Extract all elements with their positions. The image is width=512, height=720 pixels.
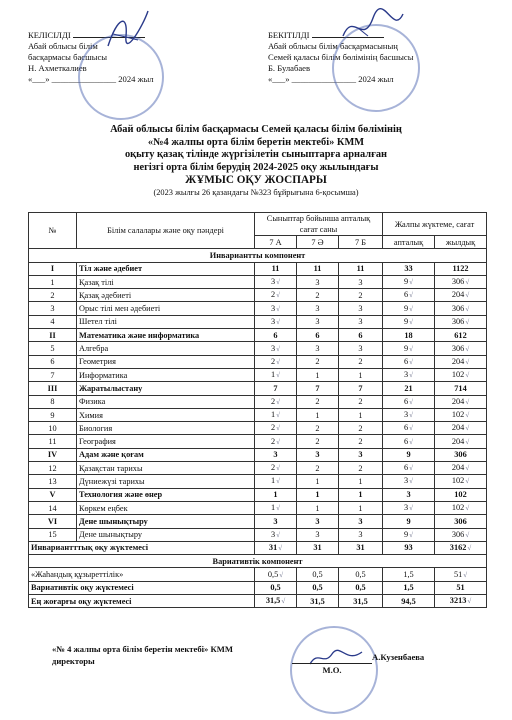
- total-label: Ең жоғарғы оқу жүктемесі: [29, 595, 255, 608]
- signature-right: [338, 6, 408, 50]
- approval-heading: КЕЛІСІЛДІ: [28, 30, 154, 41]
- section-invariant: Инвариантты компонент: [29, 249, 487, 262]
- hours-yearly: 612: [435, 329, 487, 342]
- title-line: оқыту қазақ тілінде жүргізілетін сыныптарға арналған: [124, 149, 388, 161]
- hours-7b: 1: [339, 408, 383, 421]
- approval-line: Семей қаласы білім бөлімінің басшысы: [268, 52, 414, 62]
- hours-yearly: 102√: [435, 475, 487, 488]
- hours-7a: 1√: [255, 475, 297, 488]
- check-mark-icon: √: [465, 530, 470, 539]
- hours-7ae: 3: [297, 275, 339, 288]
- hours-7a: 31√: [255, 541, 297, 554]
- section-variative: Вариативтік компонент: [29, 555, 487, 568]
- check-mark-icon: √: [276, 357, 280, 366]
- hours-7ae: 2: [297, 462, 339, 475]
- signature-left: [98, 6, 158, 56]
- check-mark-icon: √: [409, 530, 414, 539]
- approval-signer: Н. Ахметкалиев: [28, 63, 87, 73]
- subject-row: [29, 355, 487, 368]
- hours-7ae: 3: [297, 302, 339, 315]
- hours-weekly: 3√: [383, 368, 435, 381]
- hours-7ae: 2: [297, 355, 339, 368]
- hours-yearly: 204√: [435, 395, 487, 408]
- hours-7ae: 3: [297, 315, 339, 328]
- hours-7b: 3: [339, 342, 383, 355]
- hours-7b: 2: [339, 435, 383, 448]
- section-row: [29, 329, 487, 342]
- subject-name: Технология және өнер: [77, 488, 255, 501]
- row-number: 10: [29, 422, 77, 435]
- hours-7ae: 3: [297, 528, 339, 541]
- check-mark-icon: √: [465, 504, 470, 513]
- subject-name: Дене шынықтыру: [77, 515, 255, 528]
- subject-name: Қазақ әдебиеті: [77, 289, 255, 302]
- hours-weekly: 3: [383, 488, 435, 501]
- row-number: II: [29, 329, 77, 342]
- check-mark-icon: √: [465, 397, 470, 406]
- header-number: №: [29, 213, 77, 249]
- check-mark-icon: √: [409, 344, 414, 353]
- check-mark-icon: √: [465, 437, 470, 446]
- section-row: [29, 382, 487, 395]
- check-mark-icon: √: [281, 597, 286, 606]
- subject-row: [29, 435, 487, 448]
- row-number: 14: [29, 501, 77, 514]
- check-mark-icon: √: [278, 543, 283, 552]
- row-number: IV: [29, 448, 77, 461]
- subject-row: [29, 408, 487, 421]
- hours-7b: 2: [339, 395, 383, 408]
- hours-7b: 3: [339, 315, 383, 328]
- hours-7ae: 1: [297, 488, 339, 501]
- row-number: 2: [29, 289, 77, 302]
- approval-date: «___» _______________ 2024 жыл: [28, 74, 154, 84]
- hours-yearly: 306: [435, 448, 487, 461]
- variative-subject-row: [29, 568, 487, 581]
- subject-name: Физика: [77, 395, 255, 408]
- check-mark-icon: √: [463, 570, 468, 579]
- hours-yearly: 204√: [435, 289, 487, 302]
- hours-weekly: 6√: [383, 289, 435, 302]
- hours-weekly: 1,5: [383, 568, 435, 581]
- hours-weekly: 33: [383, 262, 435, 275]
- total-label: Инвариантттық оқу жүктемесі: [29, 541, 255, 554]
- hours-7ae: 3: [297, 448, 339, 461]
- hours-yearly: 51√: [435, 568, 487, 581]
- row-number: 15: [29, 528, 77, 541]
- hours-weekly: 94,5: [383, 595, 435, 608]
- total-label: «Жаһандық құзыреттілік»: [29, 568, 255, 581]
- header-weekly: апталық: [383, 236, 435, 249]
- hours-7a: 31,5√: [255, 595, 297, 608]
- hours-weekly: 9: [383, 448, 435, 461]
- hours-yearly: 1122: [435, 262, 487, 275]
- title-line: «№4 жалпы орта білім беретін мектебі» КММ: [147, 136, 365, 148]
- hours-yearly: 714: [435, 382, 487, 395]
- check-mark-icon: √: [276, 464, 280, 473]
- hours-weekly: 3√: [383, 408, 435, 421]
- hours-7a: 3√: [255, 315, 297, 328]
- subject-name: Биология: [77, 422, 255, 435]
- subject-row: [29, 275, 487, 288]
- hours-7ae: 2: [297, 289, 339, 302]
- hours-7b: 31: [339, 541, 383, 554]
- hours-weekly: 6√: [383, 422, 435, 435]
- hours-yearly: 51: [435, 581, 487, 594]
- max-total-row: [29, 595, 487, 608]
- check-mark-icon: √: [465, 357, 470, 366]
- hours-yearly: 3213√: [435, 595, 487, 608]
- hours-7b: 0,5: [339, 568, 383, 581]
- hours-7a: 3: [255, 448, 297, 461]
- check-mark-icon: √: [276, 437, 280, 446]
- hours-7ae: 31: [297, 541, 339, 554]
- hours-yearly: 306√: [435, 275, 487, 288]
- hours-weekly: 93: [383, 541, 435, 554]
- hours-yearly: 306√: [435, 315, 487, 328]
- check-mark-icon: √: [276, 397, 280, 406]
- subject-row: [29, 368, 487, 381]
- check-mark-icon: √: [409, 504, 414, 513]
- hours-7a: 3√: [255, 528, 297, 541]
- check-mark-icon: √: [276, 411, 280, 419]
- header-total-load: Жалпы жүктеме, сағат: [383, 213, 487, 236]
- hours-yearly: 306√: [435, 528, 487, 541]
- hours-weekly: 1,5: [383, 581, 435, 594]
- footer-director-name: А.Кузенбаева: [372, 652, 425, 662]
- row-number: 12: [29, 462, 77, 475]
- hours-7ae: 2: [297, 422, 339, 435]
- section-row: [29, 488, 487, 501]
- hours-weekly: 6√: [383, 435, 435, 448]
- header-weekly-hours: Сыныптар бойынша апталық сағат саны: [255, 213, 383, 236]
- hours-weekly: 6√: [383, 395, 435, 408]
- hours-7ae: 3: [297, 342, 339, 355]
- approval-line: басқармасы басшысы: [28, 52, 108, 62]
- footer-seal-place: М.О.: [292, 663, 372, 675]
- row-number: 8: [29, 395, 77, 408]
- row-number: 6: [29, 355, 77, 368]
- section-row: [29, 515, 487, 528]
- subject-name: Көркем еңбек: [77, 501, 255, 514]
- hours-7a: 3: [255, 515, 297, 528]
- check-mark-icon: √: [465, 344, 470, 353]
- hours-weekly: 9: [383, 515, 435, 528]
- title-line: Абай облысы білім басқармасы Семей қаласы білім бөлімінің: [110, 124, 402, 135]
- row-number: 1: [29, 275, 77, 288]
- check-mark-icon: √: [465, 278, 470, 287]
- header-yearly: жылдық: [435, 236, 487, 249]
- check-mark-icon: √: [409, 477, 414, 486]
- hours-weekly: 9√: [383, 342, 435, 355]
- hours-7b: 0,5: [339, 581, 383, 594]
- row-number: III: [29, 382, 77, 395]
- hours-7b: 3: [339, 275, 383, 288]
- subject-row: [29, 528, 487, 541]
- hours-7ae: 11: [297, 262, 339, 275]
- hours-yearly: 204√: [435, 355, 487, 368]
- hours-7a: 1√: [255, 501, 297, 514]
- hours-7a: 3√: [255, 342, 297, 355]
- total-label: Вариативтік оқу жүктемесі: [29, 581, 255, 594]
- subject-name: Геометрия: [77, 355, 255, 368]
- subject-name: Дене шынықтыру: [77, 528, 255, 541]
- subject-row: [29, 501, 487, 514]
- hours-yearly: 204√: [435, 422, 487, 435]
- hours-7b: 1: [339, 368, 383, 381]
- row-number: 13: [29, 475, 77, 488]
- hours-7ae: 6: [297, 329, 339, 342]
- hours-7b: 31,5: [339, 595, 383, 608]
- row-number: V: [29, 488, 77, 501]
- hours-7a: 2√: [255, 422, 297, 435]
- hours-7b: 2: [339, 422, 383, 435]
- hours-7b: 3: [339, 302, 383, 315]
- check-mark-icon: √: [409, 357, 414, 366]
- check-mark-icon: √: [276, 371, 280, 380]
- title-main: ЖҰМЫС ОҚУ ЖОСПАРЫ: [185, 174, 327, 187]
- variative-total-row: [29, 581, 487, 594]
- hours-weekly: 3√: [383, 475, 435, 488]
- hours-7a: 1√: [255, 408, 297, 421]
- approval-signer: Б. Булабаев: [268, 63, 311, 73]
- subject-name: Дүниежүзі тарихы: [77, 475, 255, 488]
- subject-row: [29, 395, 487, 408]
- subject-name: Информатика: [77, 368, 255, 381]
- hours-7a: 1√: [255, 368, 297, 381]
- subject-row: [29, 422, 487, 435]
- invariant-total-row: [29, 541, 487, 554]
- hours-7a: 2√: [255, 462, 297, 475]
- hours-7a: 0,5√: [255, 568, 297, 581]
- check-mark-icon: √: [409, 464, 414, 473]
- subject-row: [29, 289, 487, 302]
- subject-name: Жаратылыстану: [77, 382, 255, 395]
- subject-row: [29, 302, 487, 315]
- check-mark-icon: √: [276, 291, 280, 300]
- hours-weekly: 9√: [383, 315, 435, 328]
- subject-name: Қазақстан тарихы: [77, 462, 255, 475]
- hours-yearly: 306√: [435, 302, 487, 315]
- row-number: VI: [29, 515, 77, 528]
- curriculum-table: [28, 212, 487, 608]
- hours-7ae: 1: [297, 408, 339, 421]
- header-subjects: Білім салалары және оқу пәндері: [77, 213, 255, 249]
- header-class-7ae: 7 Ә: [297, 236, 339, 249]
- hours-7a: 11: [255, 262, 297, 275]
- check-mark-icon: √: [409, 411, 414, 419]
- row-number: I: [29, 262, 77, 275]
- check-mark-icon: √: [465, 317, 470, 326]
- hours-7ae: 0,5: [297, 568, 339, 581]
- check-mark-icon: √: [409, 397, 414, 406]
- check-mark-icon: √: [279, 570, 284, 579]
- hours-7b: 11: [339, 262, 383, 275]
- subject-name: Адам және қоғам: [77, 448, 255, 461]
- header-class-7a: 7 А: [255, 236, 297, 249]
- check-mark-icon: √: [409, 304, 414, 313]
- hours-weekly: 21: [383, 382, 435, 395]
- hours-7b: 2: [339, 289, 383, 302]
- approval-date: «___» _______________ 2024 жыл: [268, 74, 394, 84]
- row-number: 3: [29, 302, 77, 315]
- hours-7b: 2: [339, 462, 383, 475]
- hours-yearly: 204√: [435, 435, 487, 448]
- hours-7a: 3√: [255, 302, 297, 315]
- hours-yearly: 102√: [435, 408, 487, 421]
- hours-7b: 3: [339, 448, 383, 461]
- check-mark-icon: √: [276, 278, 280, 287]
- hours-7b: 3: [339, 515, 383, 528]
- row-number: 11: [29, 435, 77, 448]
- hours-7ae: 1: [297, 501, 339, 514]
- hours-7b: 6: [339, 329, 383, 342]
- approval-heading: БЕКІТІЛДІ: [268, 30, 413, 41]
- check-mark-icon: √: [465, 304, 470, 313]
- document-title: [0, 124, 512, 200]
- subject-name: Химия: [77, 408, 255, 421]
- hours-7b: 3: [339, 528, 383, 541]
- hours-weekly: 6√: [383, 462, 435, 475]
- approval-line: Абай облысы білім басқармасының: [268, 41, 398, 51]
- hours-yearly: 306√: [435, 342, 487, 355]
- row-number: 9: [29, 408, 77, 421]
- hours-7b: 1: [339, 475, 383, 488]
- check-mark-icon: √: [276, 477, 280, 486]
- footer-director: [52, 643, 233, 667]
- check-mark-icon: √: [465, 464, 470, 473]
- check-mark-icon: √: [409, 371, 414, 380]
- footer-school: «№ 4 жалпы орта білім беретін мектебі» КММ: [52, 644, 233, 654]
- hours-7a: 7: [255, 382, 297, 395]
- footer-role: директоры: [52, 656, 95, 666]
- hours-weekly: 9√: [383, 275, 435, 288]
- hours-7a: 2√: [255, 355, 297, 368]
- subject-row: [29, 342, 487, 355]
- hours-7b: 1: [339, 501, 383, 514]
- hours-weekly: 3√: [383, 501, 435, 514]
- hours-7ae: 7: [297, 382, 339, 395]
- hours-yearly: 102√: [435, 368, 487, 381]
- hours-weekly: 9√: [383, 528, 435, 541]
- hours-7ae: 0,5: [297, 581, 339, 594]
- check-mark-icon: √: [467, 543, 472, 552]
- check-mark-icon: √: [276, 304, 280, 313]
- hours-7ae: 3: [297, 515, 339, 528]
- check-mark-icon: √: [465, 477, 470, 486]
- check-mark-icon: √: [409, 278, 414, 287]
- hours-7ae: 1: [297, 475, 339, 488]
- hours-weekly: 9√: [383, 302, 435, 315]
- hours-yearly: 204√: [435, 462, 487, 475]
- hours-yearly: 102: [435, 488, 487, 501]
- hours-7a: 3√: [255, 275, 297, 288]
- check-mark-icon: √: [276, 344, 280, 353]
- subject-name: Шетел тілі: [77, 315, 255, 328]
- check-mark-icon: √: [409, 437, 414, 446]
- check-mark-icon: √: [465, 291, 470, 300]
- section-row: [29, 262, 487, 275]
- check-mark-icon: √: [465, 411, 470, 419]
- subject-name: Алгебра: [77, 342, 255, 355]
- hours-7a: 2√: [255, 289, 297, 302]
- header-class-7b: 7 Б: [339, 236, 383, 249]
- hours-7a: 6: [255, 329, 297, 342]
- hours-weekly: 18: [383, 329, 435, 342]
- hours-7b: 2: [339, 355, 383, 368]
- subject-name: Орыс тілі мен әдебиеті: [77, 302, 255, 315]
- title-subtitle: (2023 жылғы 26 қазандағы №323 бұйрығына 6-қосымша): [153, 187, 359, 197]
- subject-name: География: [77, 435, 255, 448]
- hours-7ae: 31,5: [297, 595, 339, 608]
- check-mark-icon: √: [276, 504, 280, 513]
- subject-row: [29, 315, 487, 328]
- hours-7a: 0,5: [255, 581, 297, 594]
- hours-yearly: 3162√: [435, 541, 487, 554]
- hours-7a: 2√: [255, 395, 297, 408]
- check-mark-icon: √: [465, 424, 470, 433]
- check-mark-icon: √: [276, 317, 280, 326]
- hours-7a: 1: [255, 488, 297, 501]
- hours-yearly: 102√: [435, 501, 487, 514]
- hours-7b: 1: [339, 488, 383, 501]
- subject-name: Математика және информатика: [77, 329, 255, 342]
- hours-7b: 7: [339, 382, 383, 395]
- check-mark-icon: √: [409, 317, 414, 326]
- row-number: 4: [29, 315, 77, 328]
- hours-7ae: 2: [297, 435, 339, 448]
- section-row: [29, 448, 487, 461]
- hours-7ae: 2: [297, 395, 339, 408]
- hours-yearly: 306: [435, 515, 487, 528]
- approval-line: Абай облысы білім: [28, 41, 98, 51]
- check-mark-icon: √: [409, 291, 414, 300]
- subject-name: Тіл және әдебиет: [77, 262, 255, 275]
- check-mark-icon: √: [467, 597, 472, 606]
- check-mark-icon: √: [409, 424, 414, 433]
- check-mark-icon: √: [276, 424, 280, 433]
- row-number: 5: [29, 342, 77, 355]
- hours-7ae: 1: [297, 368, 339, 381]
- row-number: 7: [29, 368, 77, 381]
- subject-row: [29, 462, 487, 475]
- subject-row: [29, 475, 487, 488]
- check-mark-icon: √: [465, 371, 470, 380]
- subject-name: Қазақ тілі: [77, 275, 255, 288]
- check-mark-icon: √: [276, 530, 280, 539]
- hours-weekly: 6√: [383, 355, 435, 368]
- hours-7a: 2√: [255, 435, 297, 448]
- title-line: негізгі орта білім берудің 2024-2025 оқу жылындағы: [133, 161, 379, 173]
